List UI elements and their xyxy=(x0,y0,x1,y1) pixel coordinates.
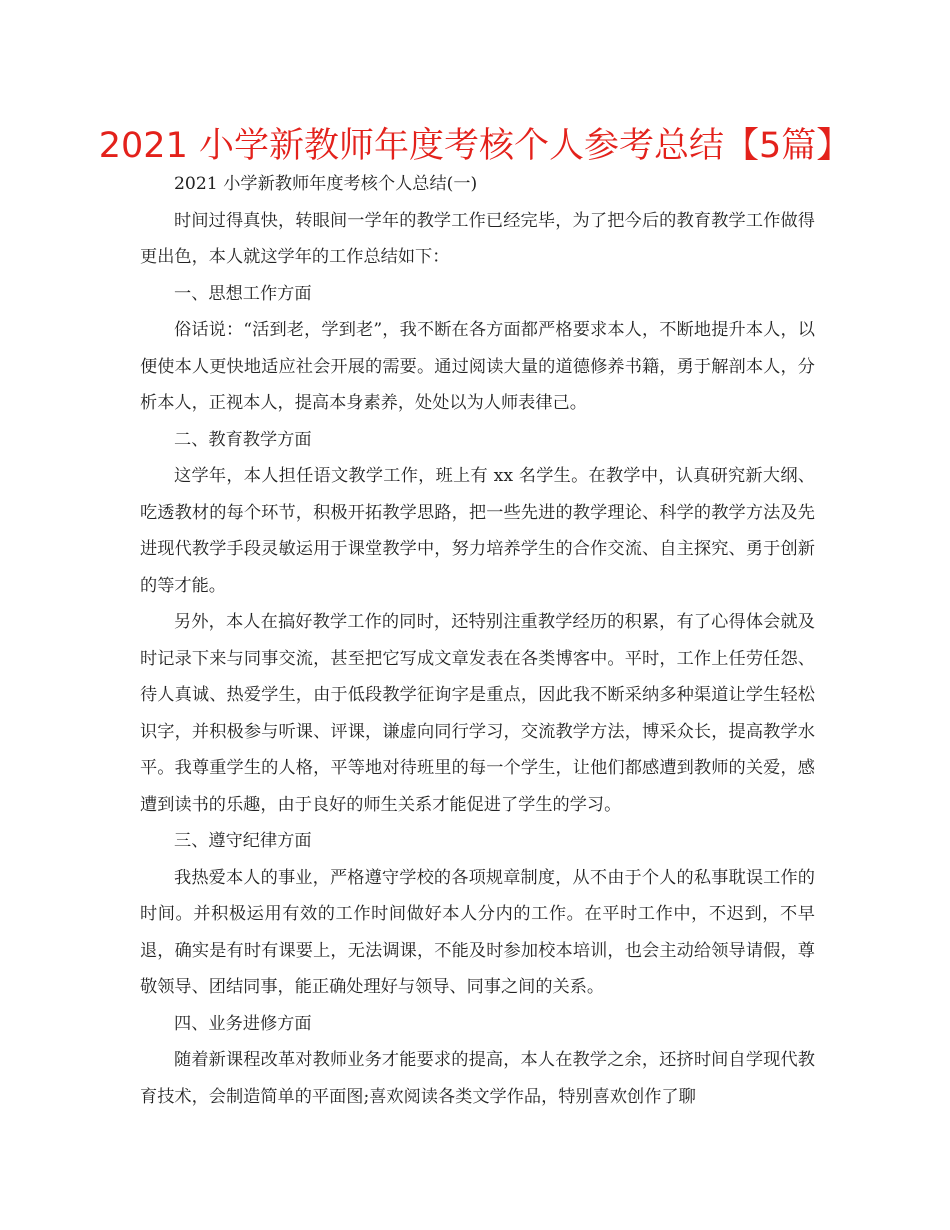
section-paragraph-study: 随着新课程改革对教师业务才能要求的提高，本人在教学之余，还挤时间自学现代教育技术，会制造简单的平面图;喜欢阅读各类文学作品，特别喜欢创作了聊 xyxy=(140,1050,815,1107)
document-subtitle: 2021 小学新教师年度考核个人总结(一) xyxy=(174,174,478,194)
section-heading-study: 四、业务进修方面 xyxy=(174,1013,312,1034)
section-heading-discipline: 三、遵守纪律方面 xyxy=(174,831,312,851)
intro-paragraph: 时间过得真快，转眼间一学年的教学工作已经完毕，为了把今后的教育教学工作做得更出色，本人就这学年的工作总结如下： xyxy=(140,210,815,267)
section-heading-thought: 一、思想工作方面 xyxy=(174,283,312,304)
section-paragraph-thought: 俗话说：“活到老，学到老”，我不断在各方面都严格要求本人，不断地提升本人，以便使本人更快地适应社会开展的需要。通过阅读大量的道德修养书籍，勇于解剖本人，分析本人，正视本人，提高本身素养，处处以为人师表律己。 xyxy=(140,320,815,413)
document-title: 2021 小学新教师年度考核个人参考总结【5篇】 xyxy=(98,126,852,166)
section-paragraph-teaching-1: 这学年，本人担任语文教学工作，班上有 xx 名学生。在教学中，认真研究新大纲、吃透教材的每个环节，积极开拓教学思路，把一些先进的教学理论、科学的教学方法及先进现代教学手段灵敏运用于课堂教学中，努力培养学生的合作交流、自主探究、勇于创新的等才能。 xyxy=(140,466,815,596)
section-paragraph-discipline: 我热爱本人的事业，严格遵守学校的各项规章制度，从不由于个人的私事耽误工作的时间。并积极运用有效的工作时间做好本人分内的工作。在平时工作中，不迟到，不早退，确实是有时有课要上，无法调课，不能及时参加校本培训，也会主动给领导请假，尊敬领导、团结同事，能正确处理好与领导、同事之间的关系。 xyxy=(140,867,815,997)
document-body xyxy=(140,166,815,1115)
section-heading-teaching: 二、教育教学方面 xyxy=(174,429,312,450)
section-paragraph-teaching-2: 另外，本人在搞好教学工作的同时，还特别注重教学经历的积累，有了心得体会就及时记录下来与同事交流，甚至把它写成文章发表在各类博客中。平时，工作上任劳任怨、待人真诚、热爱学生，由于低段教学征询字是重点，因此我不断采纳多种渠道让学生轻松识字，并积极参与听课、评课，谦虚向同行学习，交流教学方法，博采众长，提高教学水平。我尊重学生的人格，平等地对待班里的每一个学生，让他们都感遭到教师的关爱，感遭到读书的乐趣，由于良好的师生关系才能促进了学生的学习。 xyxy=(140,612,815,815)
